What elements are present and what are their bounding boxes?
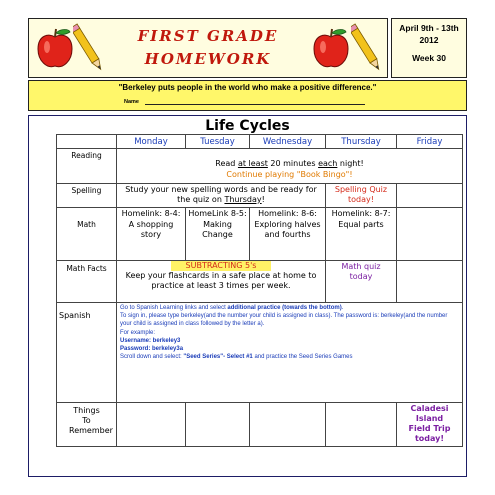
math-facts-friday-cell — [397, 261, 463, 303]
row-label-remember: Things To Remember — [57, 403, 117, 447]
day-header-tuesday: Tuesday — [186, 135, 250, 149]
math-friday-cell — [397, 208, 463, 261]
reading-instruction: Read at least 20 minutes each night! — [215, 159, 364, 168]
apple-icon — [311, 27, 351, 71]
page-title: Life Cycles — [205, 118, 290, 134]
math-thursday-cell: Homelink: 8-7: Equal parts — [326, 208, 397, 261]
flashcard-instruction: Keep your flashcards in a safe place at home to practice at least 3 times per week. — [125, 271, 317, 290]
math-facts-row — [57, 261, 463, 303]
remember-row — [57, 403, 463, 447]
math-tuesday-cell: HomeLink 8-5: Making Change — [186, 208, 250, 261]
row-label-spanish: Spanish — [57, 303, 117, 403]
spanish-cell — [117, 303, 463, 403]
row-label-math-facts: Math Facts — [57, 261, 117, 303]
spanish-password: Password: berkeley3a — [120, 346, 184, 353]
spelling-cell: Study your new spelling words and be ready for the quiz on Thursday! — [117, 184, 326, 208]
reading-row — [57, 149, 463, 184]
pencil-icon — [351, 21, 381, 77]
school-quote: "Berkeley puts people in the world who make a positive difference." — [118, 83, 377, 92]
reading-cell — [117, 149, 463, 184]
quote-box — [28, 80, 467, 111]
remember-wednesday-cell — [250, 403, 326, 447]
banner-title-line1: FIRST GRADE — [137, 27, 279, 45]
field-trip-note: Caladesi Island Field Trip today! — [397, 403, 463, 447]
row-label-spelling: Spelling — [57, 184, 117, 208]
day-header-friday: Friday — [397, 135, 463, 149]
date-box — [391, 18, 467, 78]
days-header-row — [57, 135, 463, 149]
math-wednesday-cell: Homelink: 8-6: Exploring halves and fourths — [250, 208, 326, 261]
spanish-sign-in: To sign in, please type berkeley(and the number your child is assigned in class). The password is: berkeley(and the number your child is assigned in class followed by the letter a). — [120, 313, 448, 328]
spelling-quiz-cell: Spelling Quiz today! — [326, 184, 397, 208]
day-header-thursday: Thursday — [326, 135, 397, 149]
date-range: April 9th - 13th — [399, 23, 459, 33]
math-facts-cell — [117, 261, 326, 303]
week-number: Week 30 — [412, 53, 446, 63]
homework-table — [56, 134, 463, 447]
remember-tuesday-cell — [186, 403, 250, 447]
day-header-monday: Monday — [117, 135, 186, 149]
name-field[interactable] — [145, 99, 365, 105]
remember-monday-cell — [117, 403, 186, 447]
book-bingo-note: Continue playing "Book Bingo"! — [226, 170, 353, 179]
banner-title-line2: HOMEWORK — [144, 50, 272, 68]
spelling-row — [57, 184, 463, 208]
name-label: Name — [124, 99, 139, 105]
name-row — [124, 99, 365, 105]
row-label-math: Math — [57, 208, 117, 261]
date-year: 2012 — [419, 35, 439, 45]
day-header-wednesday: Wednesday — [250, 135, 326, 149]
header-banner — [28, 18, 388, 78]
header-blank — [57, 135, 117, 149]
row-label-reading: Reading — [57, 149, 117, 184]
spanish-seed-series: Scroll down and select: "Seed Series"- Select #1 and practice the Seed Series Games — [120, 354, 353, 361]
spanish-row — [57, 303, 463, 403]
math-row — [57, 208, 463, 261]
spelling-friday-cell — [397, 184, 463, 208]
spanish-step-1: Go to Spanish Learning links and select additional practice (towards the bottom). — [120, 305, 344, 311]
subtracting-banner: SUBTRACTING 5's — [171, 261, 271, 271]
spanish-example-label: For example: — [120, 329, 156, 336]
remember-thursday-cell — [326, 403, 397, 447]
math-monday-cell: Homelink: 8-4: A shopping story — [117, 208, 186, 261]
math-quiz-cell: Math quiz today — [326, 261, 397, 303]
spanish-username: Username: berkeley3 — [120, 337, 181, 344]
